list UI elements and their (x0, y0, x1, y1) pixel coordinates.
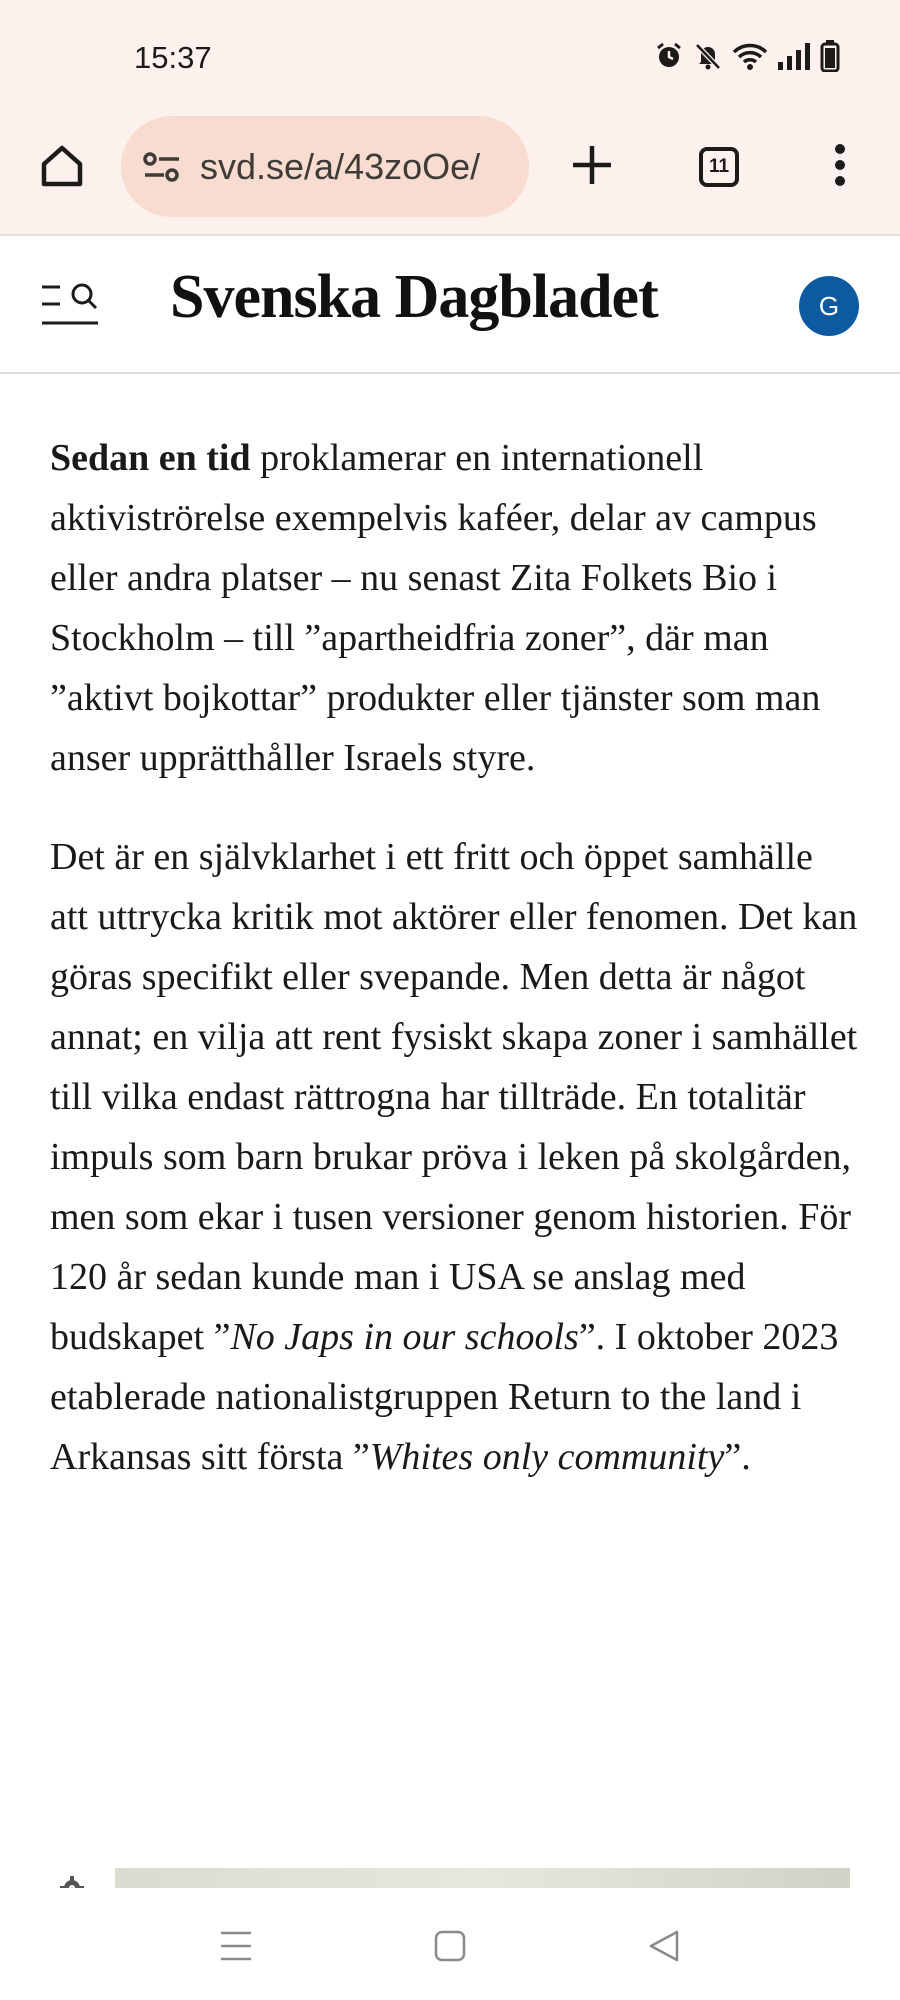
address-bar[interactable] (121, 116, 529, 217)
article-image-strip (0, 1868, 900, 1888)
status-bar (0, 0, 900, 110)
menu-search-button[interactable] (34, 278, 104, 334)
site-header (0, 234, 900, 374)
site-settings-icon[interactable] (140, 145, 184, 189)
battery-icon (820, 40, 840, 72)
home-button[interactable] (30, 135, 94, 199)
menu-search-icon (38, 279, 100, 334)
site-logo[interactable]: Svenska Dagbladet (170, 263, 658, 331)
home-square-icon[interactable] (428, 1924, 472, 1968)
paragraph-lead: Sedan en tid (50, 437, 251, 479)
new-tab-button[interactable] (560, 135, 624, 199)
status-time: 15:37 (134, 40, 212, 75)
article-paragraph-1 (50, 428, 860, 788)
quote-italic: No Japs in our schools (230, 1316, 579, 1358)
recents-icon[interactable] (214, 1924, 258, 1968)
status-icons (654, 40, 840, 72)
bell-muted-icon (693, 41, 723, 71)
quote-italic: Whites only community (369, 1436, 725, 1478)
url-text[interactable]: svd.se/a/43zoOe/ (200, 145, 481, 187)
paragraph-text: ”. I oktober 2023 etablerade nationalistgruppen Return to the land i Arkansas sitt första ” (50, 1316, 839, 1478)
paragraph-text: proklamerar en internationell aktiviströrelse exempelvis kaféer, delar av campus eller andra platser – nu senast Zita Folkets Bio i Stockholm – till ”apartheidfria zoner”, där man ”aktivt bojkottar” produkter eller tjänster som man anser upprätthåller Israels styre. (50, 437, 821, 779)
gear-icon[interactable] (60, 1876, 84, 1888)
article-image (115, 1868, 850, 1888)
signal-icon (777, 41, 811, 71)
home-icon (39, 142, 85, 193)
article-body (50, 428, 860, 1487)
paragraph-text: Det är en självklarhet i ett fritt och öppet samhälle att uttrycka kritik mot aktörer eller fenomen. Det kan göras specifikt eller svepande. Men detta är något annat; en vilja att rent fysiskt skapa zoner i samhället till vilka endast rättrogna har tillträde. En totalitär impuls som barn brukar pröva i leken på skolgården, men som ekar i tusen versioner genom historien. För 120 år sedan kunde man i USA se anslag med budskapet ” (50, 836, 858, 1358)
user-avatar[interactable]: G (799, 276, 859, 336)
browser-toolbar (0, 110, 900, 234)
tab-switcher-button[interactable] (687, 135, 751, 199)
back-icon[interactable] (642, 1924, 686, 1968)
wifi-icon (732, 41, 768, 71)
tab-count: 11 (699, 147, 739, 187)
more-vert-icon (834, 143, 846, 192)
paragraph-text: ”. (724, 1436, 751, 1478)
system-nav-bar (0, 1888, 900, 2000)
plus-icon (570, 143, 614, 192)
alarm-icon (654, 41, 684, 71)
browser-menu-button[interactable] (808, 135, 872, 199)
article-paragraph-2 (50, 827, 860, 1487)
